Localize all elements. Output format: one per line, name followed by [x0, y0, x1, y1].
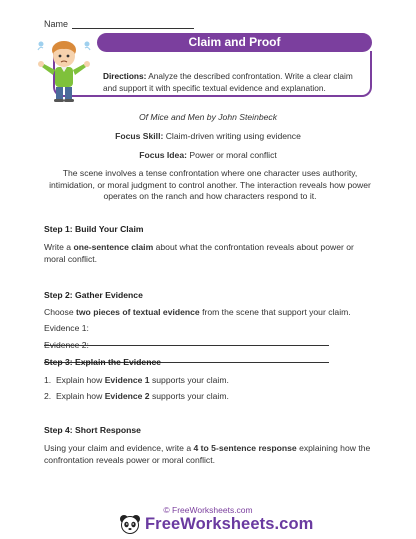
focus-idea: [30, 150, 386, 160]
directions-label: Directions:: [103, 71, 147, 81]
step1-bold: one-sentence claim: [73, 242, 154, 252]
focus-idea-text: Power or moral conflict: [186, 150, 277, 160]
step3-item1-post: supports your claim.: [149, 375, 229, 385]
step2-heading: Step 2: Gather Evidence: [44, 290, 143, 300]
footer-logo: [119, 514, 313, 534]
step1-heading: Step 1: Build Your Claim: [44, 224, 144, 234]
step3-item2-bold: Evidence 2: [104, 391, 150, 401]
step4-heading: Step 4: Short Response: [44, 425, 141, 435]
name-label: Name: [44, 19, 69, 29]
step4-post: explaining how the confrontation reveals power or moral conflict.: [44, 443, 371, 465]
focus-idea-label: Focus Idea:: [139, 150, 187, 160]
book-title: Of Mice and Men by John Steinbeck: [138, 112, 278, 122]
step3-item1-pre: Explain how: [55, 375, 105, 385]
evidence1-label: Evidence 1:: [44, 323, 89, 333]
step4-bold: 4 to 5-sentence response: [193, 443, 297, 453]
step4-instruction: [44, 443, 376, 466]
step2-bold: two pieces of textual evidence: [76, 307, 200, 317]
step3-item1-num: 1.: [44, 375, 52, 385]
student-shrug-icon: [28, 32, 100, 104]
step2-instruction: [44, 307, 376, 319]
step1-instruction: [44, 242, 376, 265]
focus-skill-label: Focus Skill:: [115, 131, 164, 141]
step3-item2: [44, 391, 376, 403]
step2-pre: Choose: [44, 307, 77, 317]
focus-skill-text: Claim-driven writing using evidence: [163, 131, 301, 141]
title-bar: [97, 33, 372, 52]
step1-pre: Write a: [44, 242, 74, 252]
step4-pre: Using your claim and evidence, write a: [44, 443, 194, 453]
step1-post: about what the confrontation reveals about power or moral conflict.: [44, 242, 354, 264]
worksheet-title: Claim and Proof: [188, 35, 281, 49]
name-row: [44, 19, 194, 29]
name-line[interactable]: [72, 20, 194, 29]
step3-item2-pre: Explain how: [55, 391, 105, 401]
intro-paragraph: The scene involves a tense confrontation where one character uses authority, intimidation, or moral judgment to control another. The interaction reveals how power operates on the ranch and how characters respond to it.: [49, 168, 371, 201]
logo-text: FreeWorksheets.com: [145, 514, 314, 533]
step3-heading: Step 3: Explain the Evidence: [44, 357, 162, 367]
step3-item1-bold: Evidence 1: [104, 375, 150, 385]
step2-post: from the scene that support your claim.: [199, 307, 351, 317]
directions-text: [103, 71, 365, 94]
step3-item2-num: 2.: [44, 391, 52, 401]
step3-item2-post: supports your claim.: [149, 391, 229, 401]
evidence2-label: Evidence 2:: [44, 340, 89, 350]
focus-skill: [30, 131, 386, 141]
step3-item1: [44, 375, 376, 387]
panda-icon: [119, 514, 141, 534]
directions-body: Analyze the described confrontation. Write a clear claim and support it with specific textual evidence and explanation.: [103, 71, 353, 93]
footer-url[interactable]: © FreeWorksheets.com: [163, 505, 253, 515]
